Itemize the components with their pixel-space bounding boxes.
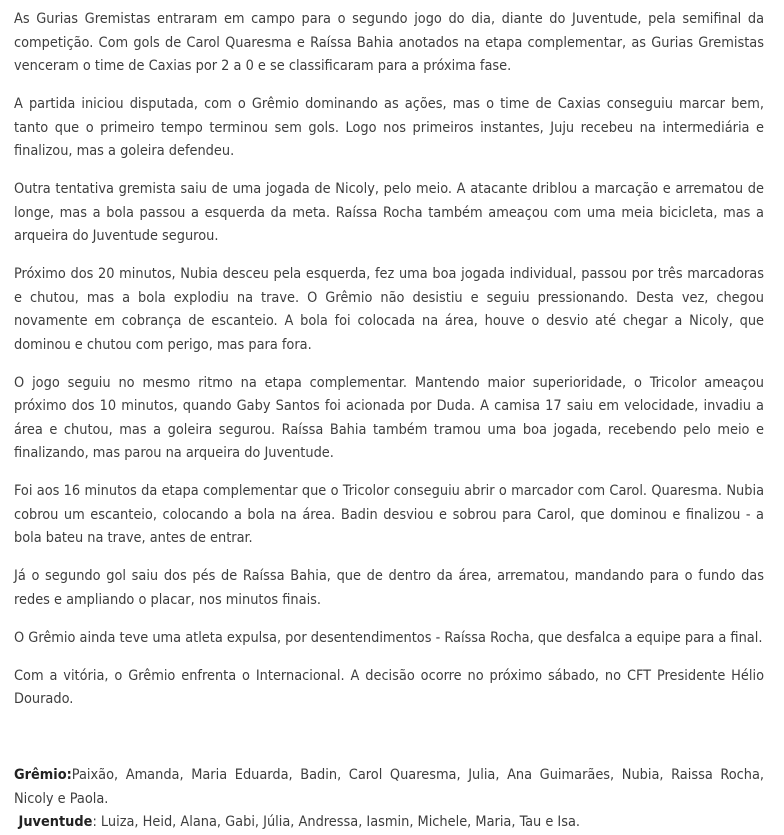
team-name-juventude: Juventude	[14, 814, 93, 830]
lineup-gremio	[14, 764, 764, 811]
lineup-juventude	[14, 811, 764, 835]
article-paragraph: Com a vitória, o Grêmio enfrenta o Internacional. A decisão ocorre no próximo sábado, no CFT Presidente Hélio Dourado.	[14, 667, 764, 707]
article-paragraph: A partida iniciou disputada, com o Grêmio dominando as ações, mas o time de Caxias conseguiu marcar bem, tanto que o primeiro tempo terminou sem gols. Logo nos primeiros instantes, Juju recebeu na intermediária e finalizou, mas a goleira defendeu.	[14, 96, 764, 159]
section-spacer	[14, 726, 764, 764]
match-report-article	[14, 8, 764, 835]
article-paragraph: Foi aos 16 minutos da etapa complementar que o Tricolor conseguiu abrir o marcador com Carol. Quaresma. Nubia cobrou um escanteio, colocando a bola na área. Badin desviou e sobrou para Carol, que dominou e finalizou - a bola bateu na trave, antes de entrar.	[14, 483, 764, 546]
article-paragraph: As Gurias Gremistas entraram em campo para o segundo jogo do dia, diante do Juventude, pela semifinal da competição. Com gols de Carol Quaresma e Raíssa Bahia anotados na etapa complementar, as Gurias Gremistas venceram o time de Caxias por 2 a 0 e se classificaram para a próxima fase.	[14, 11, 764, 74]
article-paragraph: Já o segundo gol saiu dos pés de Raíssa Bahia, que de dentro da área, arrematou, mandando para o fundo das redes e ampliando o placar, nos minutos finais.	[14, 568, 764, 608]
players-juventude: : Luiza, Heid, Alana, Gabi, Júlia, Andressa, Iasmin, Michele, Maria, Tau e Isa.	[92, 814, 581, 830]
article-paragraph: O jogo seguiu no mesmo ritmo na etapa complementar. Mantendo maior superioridade, o Tricolor ameaçou próximo dos 10 minutos, quando Gaby Santos foi acionada por Duda. A camisa 17 saiu em velocidade, invadiu a área e chutou, mas a goleira segurou. Raíssa Bahia também tramou uma boa jogada, recebendo pelo meio e finalizando, mas parou na arqueira do Juventude.	[14, 374, 764, 461]
team-name-gremio: Grêmio:	[14, 767, 72, 783]
article-paragraph: Próximo dos 20 minutos, Nubia desceu pela esquerda, fez uma boa jogada individual, passou por três marcadoras e chutou, mas a bola explodiu na trave. O Grêmio não desistiu e seguiu pressionando. Desta vez, chegou novamente em cobrança de escanteio. A bola foi colocada na área, houve o desvio até chegar a Nicoly, que dominou e chutou com perigo, mas para fora.	[14, 266, 764, 353]
players-gremio: Paixão, Amanda, Maria Eduarda, Badin, Carol Quaresma, Julia, Ana Guimarães, Nubia, Raissa Rocha, Nicoly e Paola.	[14, 767, 764, 807]
article-paragraph: Outra tentativa gremista saiu de uma jogada de Nicoly, pelo meio. A atacante driblou a marcação e arrematou de longe, mas a bola passou a esquerda da meta. Raíssa Rocha também ameaçou com uma meia bicicleta, mas a arqueira do Juventude segurou.	[14, 181, 764, 244]
article-paragraph: O Grêmio ainda teve uma atleta expulsa, por desentendimentos - Raíssa Rocha, que desfalca a equipe para a final.	[14, 629, 763, 646]
